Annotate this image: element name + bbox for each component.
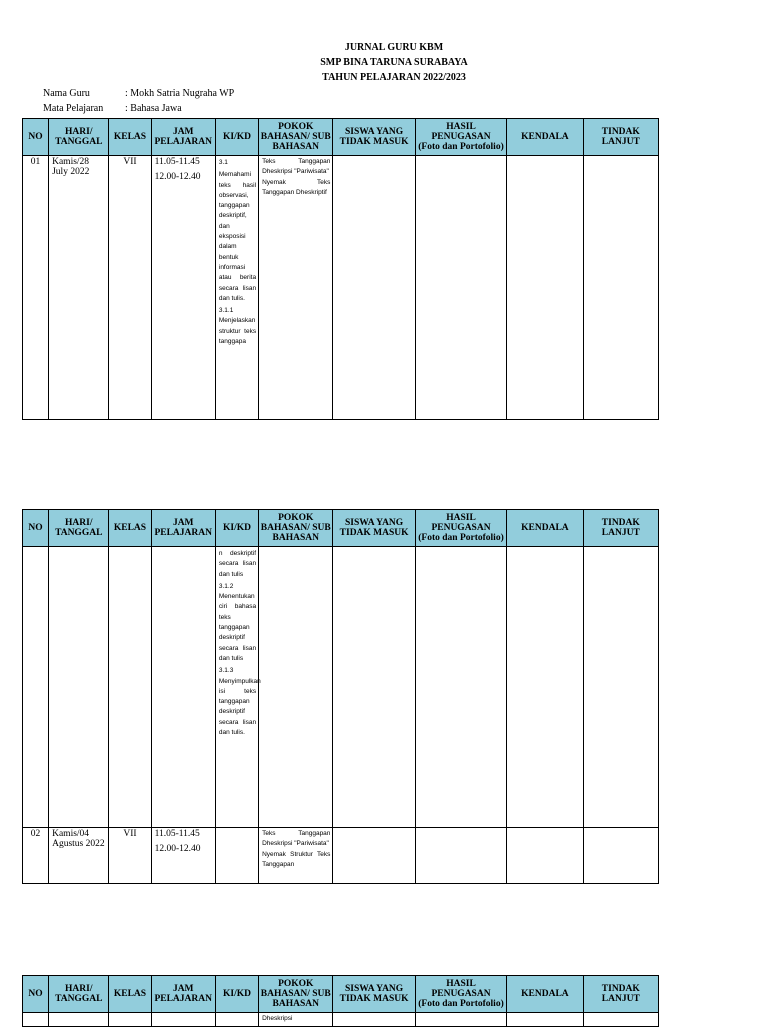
kd-code: 3.1 [218, 159, 228, 166]
teacher-label: Nama Guru [43, 88, 90, 99]
cell-hasil [415, 828, 506, 884]
pokok-subtopic: Nyemak Teks Tanggapan Dheskriptif [262, 179, 331, 196]
col-tindak: TINDAK LANJUT [583, 510, 658, 547]
teacher-value: : Mokh Satria Nugraha WP [125, 88, 235, 99]
jam-slot-1: 11.05-11.45 [154, 829, 200, 839]
academic-year: TAHUN PELAJARAN 2022/2023 [322, 72, 466, 83]
kd-continued: n deskriptif secara lisan dan tulis [218, 550, 257, 578]
col-hari: HARI/ TANGGAL [49, 510, 109, 547]
cell-tindak [583, 547, 658, 828]
pokok-topic: Teks Tanggapan Dheskripsi "Pariwisata" [262, 158, 331, 175]
subject-value: : Bahasa Jawa [125, 103, 182, 114]
kd-indicator: 3.1.1 Menjelaskan struktur teks tanggapa [218, 307, 257, 346]
journal-table-2 [22, 509, 659, 884]
col-kendala: KENDALA [507, 119, 583, 156]
cell-siswa [333, 547, 415, 828]
cell-tindak [583, 156, 658, 420]
teacher-name-row [43, 88, 234, 100]
col-hasil [415, 119, 506, 156]
cell-jam [151, 828, 215, 884]
table-row [23, 547, 659, 828]
col-hari: HARI/ TANGGAL [49, 119, 109, 156]
cell-siswa [333, 828, 415, 884]
cell-no: 01 [23, 156, 49, 420]
col-pokok: POKOK BAHASAN/ SUB BAHASAN [259, 119, 333, 156]
kd-indicator: 3.1.3 Menyimpulkan isi teks tanggapan deskriptif secara lisan dan tulis. [218, 667, 261, 737]
cell-hasil [415, 547, 506, 828]
col-hasil-sub: (Foto dan Portofolio) [418, 142, 504, 152]
col-no: NO [23, 976, 49, 1013]
cell-kelas: VII [109, 156, 151, 420]
journal-table-1 [22, 118, 659, 420]
col-kelas: KELAS [109, 976, 151, 1013]
cell-pokok [259, 156, 333, 420]
cell-no [23, 547, 49, 828]
col-jam: JAM PELAJARAN [151, 510, 215, 547]
cell-no: 02 [23, 828, 49, 884]
kd-text: Memahami teks hasil observasi, tanggapan deskriptif, dan eksposisi dalam bentuk informasi atau berita secara lisan dan tulis. [218, 171, 257, 302]
pokok-subtopic: Nyemak Struktur Teks Tanggapan [262, 851, 331, 868]
cell-kendala [507, 547, 583, 828]
cell-hari [49, 547, 109, 828]
col-pokok: POKOK BAHASAN/ SUB BAHASAN [259, 976, 333, 1013]
col-hasil [415, 976, 506, 1013]
col-kikd: KI/KD [215, 976, 258, 1013]
cell-jam [151, 547, 215, 828]
col-kikd: KI/KD [215, 119, 258, 156]
subject-row [43, 103, 182, 115]
col-hasil-main: HASIL PENUGASAN [431, 979, 491, 999]
cell-hasil [415, 156, 506, 420]
col-jam: JAM PELAJARAN [151, 976, 215, 1013]
jam-slot-1: 11.05-11.45 [154, 157, 200, 167]
cell-hari: Kamis/28 July 2022 [49, 156, 109, 420]
col-siswa: SISWA YANG TIDAK MASUK [333, 119, 415, 156]
col-pokok: POKOK BAHASAN/ SUB BAHASAN [259, 510, 333, 547]
col-siswa: SISWA YANG TIDAK MASUK [333, 510, 415, 547]
subject-label: Mata Pelajaran [43, 103, 104, 114]
cell-kendala [507, 828, 583, 884]
cell-kikd [215, 156, 258, 420]
cell-tindak [583, 828, 658, 884]
col-hasil-sub: (Foto dan Portofolio) [418, 999, 504, 1009]
col-no: NO [23, 510, 49, 547]
table-header-row [23, 510, 659, 547]
col-tindak: TINDAK LANJUT [583, 976, 658, 1013]
journal-table-3 [22, 975, 659, 1027]
col-no: NO [23, 119, 49, 156]
jam-slot-2: 12.00-12.40 [154, 172, 201, 182]
pokok-topic: Teks Tanggapan Dheskripsi "Pariwisata" [262, 830, 331, 847]
jam-slot-2: 12.00-12.40 [154, 844, 201, 854]
cell-kikd [215, 828, 258, 884]
col-kikd: KI/KD [215, 510, 258, 547]
col-hasil-sub: (Foto dan Portofolio) [418, 533, 504, 543]
cell-siswa [333, 156, 415, 420]
cell-jam [151, 156, 215, 420]
col-kendala: KENDALA [507, 976, 583, 1013]
cell-kikd [215, 547, 261, 828]
col-hasil-main: HASIL PENUGASAN [431, 122, 491, 142]
cell-pokok [259, 828, 333, 884]
school-name: SMP BINA TARUNA SURABAYA [320, 57, 468, 68]
table-header-row [23, 119, 659, 156]
col-hasil [415, 510, 506, 547]
cell-hari: Kamis/04 Agustus 2022 [49, 828, 109, 884]
col-tindak: TINDAK LANJUT [583, 119, 658, 156]
col-hari: HARI/ TANGGAL [49, 976, 109, 1013]
table-header-row [23, 976, 659, 1013]
col-kendala: KENDALA [507, 510, 583, 547]
cell-kelas [109, 547, 151, 828]
col-jam: JAM PELAJARAN [151, 119, 215, 156]
kd-indicator: 3.1.2 Menentukan ciri bahasa teks tanggapan deskriptif secara lisan dan tulis [218, 582, 257, 662]
journal-title: JURNAL GURU KBM [344, 42, 444, 53]
cell-kelas: VII [109, 828, 151, 884]
table-row [23, 828, 659, 884]
cell-pokok [259, 547, 333, 828]
col-kelas: KELAS [109, 119, 151, 156]
col-hasil-main: HASIL PENUGASAN [431, 513, 491, 533]
col-siswa: SISWA YANG TIDAK MASUK [333, 976, 415, 1013]
table-row [23, 156, 659, 420]
cell-kendala [507, 156, 583, 420]
pokok-topic: Dheskripsi [262, 1015, 293, 1022]
col-kelas: KELAS [109, 510, 151, 547]
